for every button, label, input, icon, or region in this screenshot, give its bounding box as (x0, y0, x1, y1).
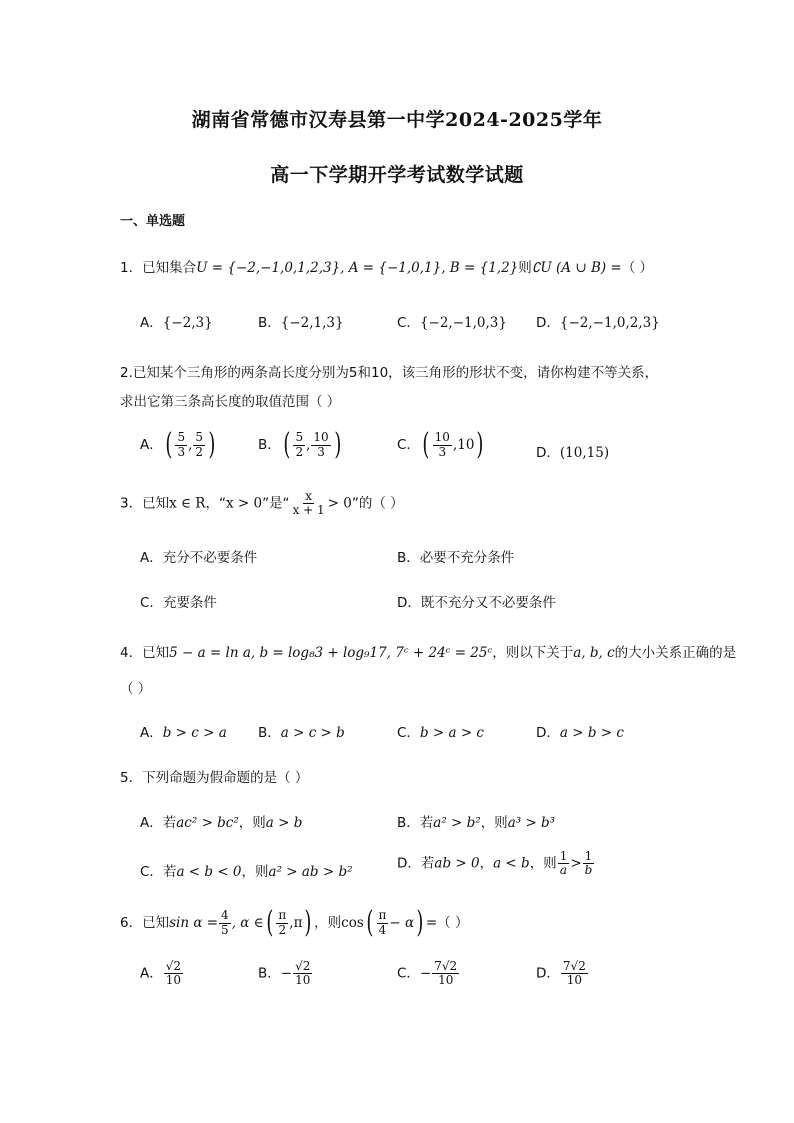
fraction: $\frac{√2}{10}$ (165, 959, 182, 988)
question-1-option-b[interactable]: B．{−2,1,3} (258, 315, 344, 331)
question-number: 6． (120, 915, 143, 931)
question-3-option-c[interactable]: C．充要条件 (140, 595, 217, 611)
fraction: $\frac{x}{x + 1}$ (292, 489, 325, 518)
fraction: $\frac{√2}{10}$ (295, 959, 311, 988)
math-expression: U = {−2,−1,0,1,2,3}, A = {−1,0,1}, B = {1,2} (196, 260, 519, 276)
question-3-stem: 3．已知x ∈ R，“x > 0”是“ $\frac{x}{x + 1}$ > 0”的（ ） (120, 489, 404, 518)
question-4-stem-line2: （ ） (120, 681, 152, 697)
question-2-option-c[interactable]: C．( $\frac{10}{3}$ ,10) (397, 427, 484, 462)
question-5-option-d[interactable]: D．若ab > 0，a < b，则 $\frac{1}{a}$ > $\frac{1}{b}$ (397, 849, 593, 878)
fraction: $\frac{5}{2}$ (295, 430, 304, 459)
fraction: $\frac{\pi}{4}$ (378, 908, 387, 937)
question-4-option-c[interactable]: C．b > a > c (397, 725, 484, 741)
math-expression: 5 − a = ln a, b = log₈3 + log₉17, 7ᶜ + 24ᶜ = 25ᶜ (169, 645, 493, 661)
question-3-option-a[interactable]: A．充分不必要条件 (140, 550, 258, 566)
question-number: 1． (120, 260, 143, 276)
question-5-option-b[interactable]: B．若a² > b²，则a³ > b³ (397, 815, 556, 831)
question-number: 4． (120, 645, 143, 661)
question-number: 3． (120, 495, 143, 512)
math-expression: ∁U (A ∪ B) = (531, 260, 622, 276)
question-number: 2. (120, 365, 133, 381)
math-expression: x ∈ R (169, 495, 206, 512)
question-6-option-c[interactable]: C．− $\frac{7√2}{10}$ (397, 959, 458, 988)
question-2-option-d[interactable]: D．(10,15) (536, 445, 610, 461)
fraction: $\frac{5}{3}$ (177, 430, 186, 459)
fraction: $\frac{1}{a}$ (559, 849, 568, 878)
question-2-option-b[interactable]: B．( $\frac{5}{2}$ , $\frac{10}{3}$ ) (258, 427, 342, 462)
question-6-stem: 6．已知sin α = $\frac{4}{5}$ , α ∈( $\frac{\pi}{2}$ ,π) ，则cos( $\frac{\pi}{4}$ − α) =（ ） (120, 905, 469, 940)
fraction: $\frac{7√2}{10}$ (562, 959, 586, 988)
question-4-option-b[interactable]: B．a > c > b (258, 725, 345, 741)
exam-title-line2: 高一下学期开学考试数学试题 (270, 164, 524, 186)
question-3-option-b[interactable]: B．必要不充分条件 (397, 550, 515, 566)
question-6-option-d[interactable]: D． $\frac{7√2}{10}$ (536, 959, 586, 988)
question-1-option-a[interactable]: A．{−2,3} (140, 315, 213, 331)
question-2-stem-line1: 2.已知某个三角形的两条高长度分别为5和10，该三角形的形状不变，请你构建不等关系， (120, 365, 659, 381)
fraction: $\frac{1}{b}$ (584, 849, 593, 878)
fraction: $\frac{7√2}{10}$ (434, 959, 458, 988)
fraction: $\frac{10}{3}$ (313, 430, 329, 459)
fraction: $\frac{\pi}{2}$ (278, 908, 287, 937)
question-1-option-c[interactable]: C．{−2,−1,0,3} (397, 315, 507, 331)
question-5-stem: 5．下列命题为假命题的是（ ） (120, 770, 309, 786)
question-4-option-d[interactable]: D．a > b > c (536, 725, 624, 741)
question-1-stem: 1．已知集合U = {−2,−1,0,1,2,3}, A = {−1,0,1}, B = {1,2}则∁U (A ∪ B) =（ ） (120, 260, 654, 276)
fraction: $\frac{5}{2}$ (195, 430, 204, 459)
question-5-option-a[interactable]: A．若ac² > bc²，则a > b (140, 815, 303, 831)
question-6-option-b[interactable]: B．− $\frac{√2}{10}$ (258, 959, 311, 988)
question-4-stem: 4．已知5 − a = ln a, b = log₈3 + log₉17, 7ᶜ + 24ᶜ = 25ᶜ，则以下关于a, b, c的大小关系正确的是 (120, 645, 737, 661)
question-6-option-a[interactable]: A． $\frac{√2}{10}$ (140, 959, 182, 988)
exam-title-line1: 湖南省常德市汉寿县第一中学2024-2025学年 (191, 109, 603, 131)
question-number: 5． (120, 770, 143, 786)
question-3-option-d[interactable]: D．既不充分又不必要条件 (397, 595, 556, 611)
question-2-stem-line2: 求出它第三条高长度的取值范围（ ） (120, 394, 341, 410)
question-4-option-a[interactable]: A．b > c > a (140, 725, 227, 741)
section-heading: 一、单选题 (120, 214, 186, 229)
fraction: $\frac{10}{3}$ (434, 430, 450, 459)
question-1-option-d[interactable]: D．{−2,−1,0,2,3} (536, 315, 660, 331)
fraction: $\frac{4}{5}$ (221, 908, 229, 937)
question-2-option-a[interactable]: A．( $\frac{5}{3}$ , $\frac{5}{2}$ ) (140, 427, 216, 462)
question-5-option-c[interactable]: C．若a < b < 0，则a² > ab > b² (140, 864, 353, 880)
